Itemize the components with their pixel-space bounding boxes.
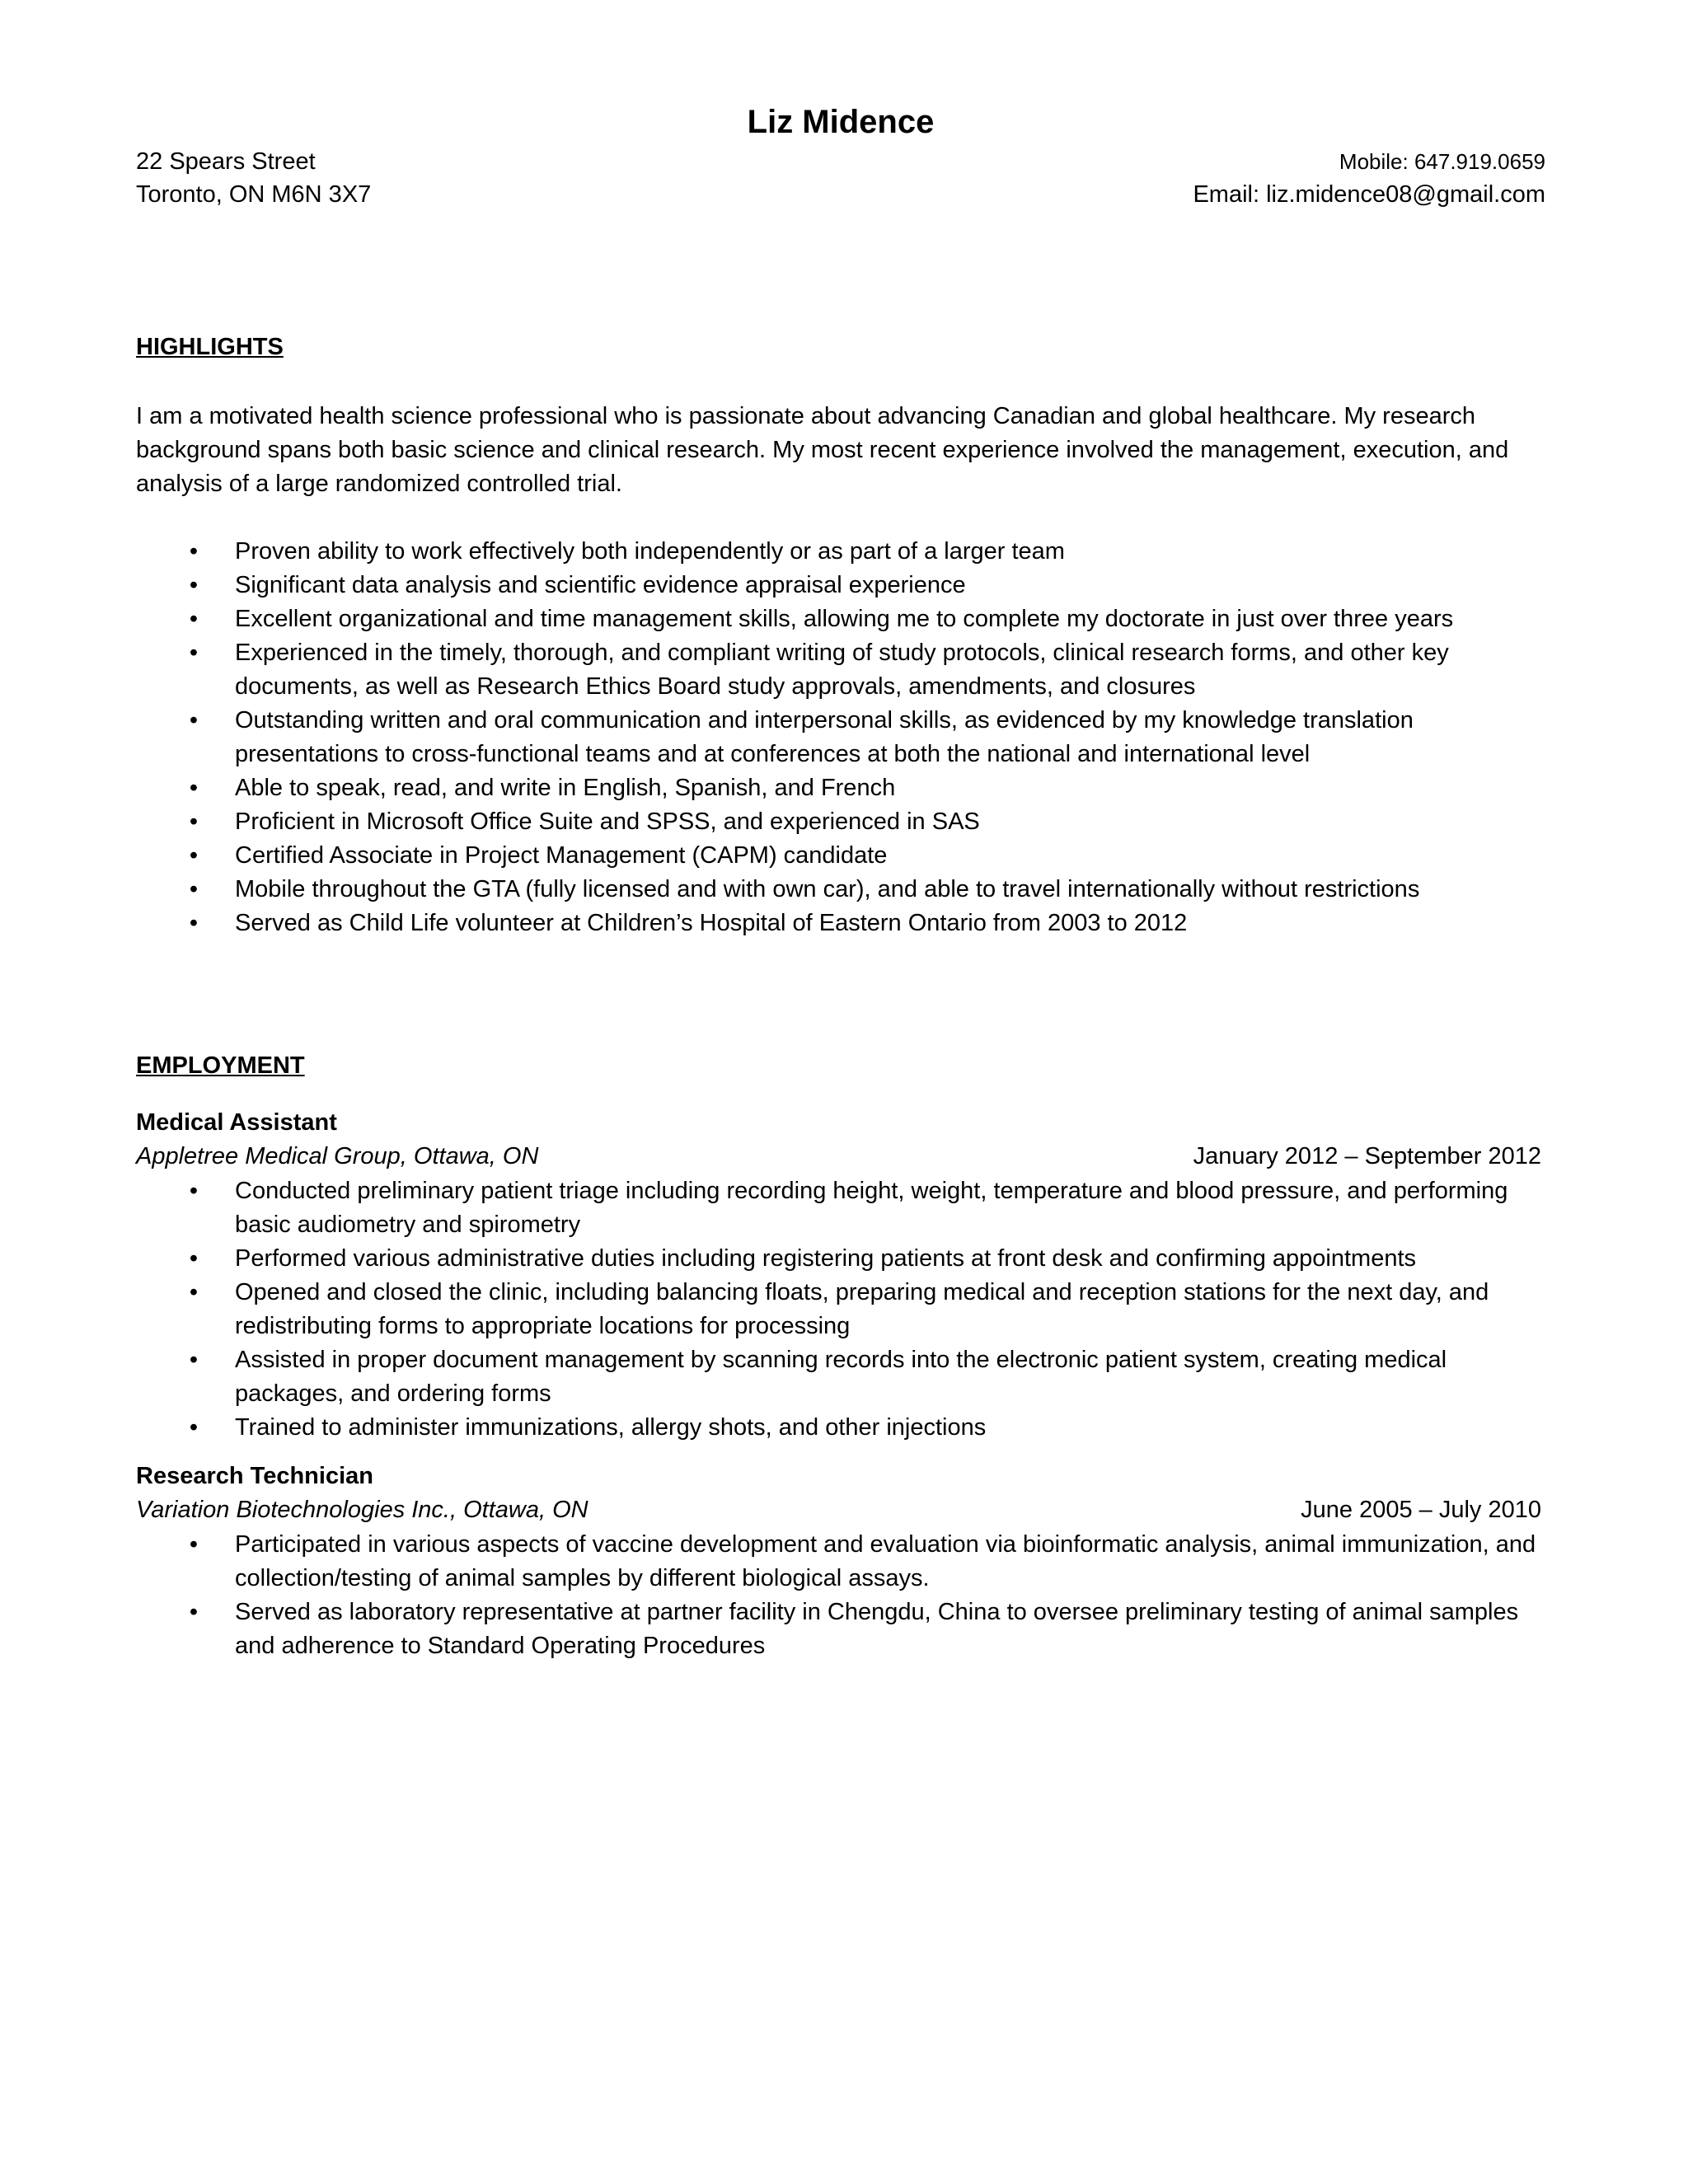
job-title-research-technician: Research Technician — [136, 1463, 373, 1489]
job-organization: Variation Biotechnologies Inc., Ottawa, ON — [136, 1497, 588, 1523]
bullet-icon: • — [189, 876, 199, 902]
bullet-icon: • — [189, 572, 199, 598]
list-item: • Proficient in Microsoft Office Suite and SPSS, and experienced in SAS — [136, 805, 1545, 839]
bullet-icon: • — [189, 842, 199, 869]
list-item: • Served as Child Life volunteer at Children’s Hospital of Eastern Ontario from 2003 to 2012 — [136, 907, 1545, 940]
address-line-2: Toronto, ON M6N 3X7 — [136, 181, 372, 208]
list-item: • Trained to administer immunizations, allergy shots, and other injections — [136, 1411, 1545, 1445]
bullet-icon: • — [189, 1414, 199, 1441]
job-dates: January 2012 – September 2012 — [1193, 1143, 1541, 1169]
bullet-icon: • — [189, 1279, 199, 1305]
bullet-icon: • — [189, 1599, 199, 1625]
contact-row-2 — [136, 178, 1545, 211]
email-address: Email: liz.midence08@gmail.com — [1193, 181, 1545, 208]
contact-row-1 — [136, 145, 1545, 178]
list-item: • Mobile throughout the GTA (fully licensed and with own car), and able to travel internationally without restrictions — [136, 873, 1545, 907]
list-item: • Performed various administrative duties including registering patients at front desk and confirming appointments — [136, 1242, 1545, 1276]
list-item: • Experienced in the timely, thorough, and compliant writing of study protocols, clinical research forms, and other key documents, as well as Research Ethics Board study approvals, amendments, and closures — [136, 636, 1545, 704]
bullet-icon: • — [189, 910, 199, 936]
list-item: • Proven ability to work effectively both independently or as part of a larger team — [136, 535, 1545, 569]
bullet-icon: • — [189, 640, 199, 666]
job-meta-row — [136, 1140, 1541, 1174]
list-item: • Assisted in proper document management by scanning records into the electronic patient system, creating medical packages, and ordering forms — [136, 1343, 1545, 1411]
candidate-name: Liz Midence — [747, 104, 935, 140]
bullet-icon: • — [189, 1178, 199, 1204]
list-item: • Excellent organizational and time management skills, allowing me to complete my doctorate in just over three years — [136, 602, 1545, 636]
highlights-heading: HIGHLIGHTS — [136, 334, 284, 360]
resume-page — [136, 0, 1545, 2184]
list-item: • Certified Associate in Project Management (CAPM) candidate — [136, 839, 1545, 873]
bullet-icon: • — [189, 775, 199, 801]
job-dates: June 2005 – July 2010 — [1301, 1497, 1541, 1523]
mobile-number: Mobile: 647.919.0659 — [1339, 149, 1545, 174]
highlights-summary: I am a motivated health science professional who is passionate about advancing Canadian and global healthcare. My research background spans both basic science and clinical research. My most recent experience involved the management, execution, and analysis of a large randomized controlled trial. — [136, 403, 1509, 497]
bullet-icon: • — [189, 1531, 199, 1558]
list-item: • Opened and closed the clinic, including balancing floats, preparing medical and reception stations for the next day, and redistributing forms to appropriate locations for processing — [136, 1276, 1545, 1343]
bullet-icon: • — [189, 606, 199, 632]
job-duties-list — [136, 1528, 1545, 1663]
job-title-medical-assistant: Medical Assistant — [136, 1109, 337, 1136]
list-item: • Conducted preliminary patient triage including recording height, weight, temperature and blood pressure, and performing basic audiometry and spirometry — [136, 1174, 1545, 1242]
list-item: • Served as laboratory representative at partner facility in Chengdu, China to oversee preliminary testing of animal samples and adherence to Standard Operating Procedures — [136, 1596, 1545, 1663]
bullet-icon: • — [189, 1347, 199, 1373]
list-item: • Significant data analysis and scientific evidence appraisal experience — [136, 569, 1545, 602]
list-item: • Outstanding written and oral communication and interpersonal skills, as evidenced by my knowledge translation presentations to cross-functional teams and at conferences at both the national and international level — [136, 704, 1545, 771]
job-organization: Appletree Medical Group, Ottawa, ON — [136, 1143, 539, 1169]
bullet-icon: • — [189, 707, 199, 733]
job-duties-list — [136, 1174, 1545, 1445]
job-meta-row — [136, 1493, 1541, 1527]
employment-heading: EMPLOYMENT — [136, 1052, 305, 1079]
bullet-icon: • — [189, 1245, 199, 1272]
address-line-1: 22 Spears Street — [136, 148, 316, 175]
bullet-icon: • — [189, 808, 199, 835]
list-item: • Participated in various aspects of vaccine development and evaluation via bioinformatic analysis, animal immunization, and collection/testing of animal samples by different biological assays. — [136, 1528, 1545, 1596]
bullet-icon: • — [189, 538, 199, 565]
highlights-list — [136, 535, 1545, 940]
list-item: • Able to speak, read, and write in English, Spanish, and French — [136, 771, 1545, 805]
